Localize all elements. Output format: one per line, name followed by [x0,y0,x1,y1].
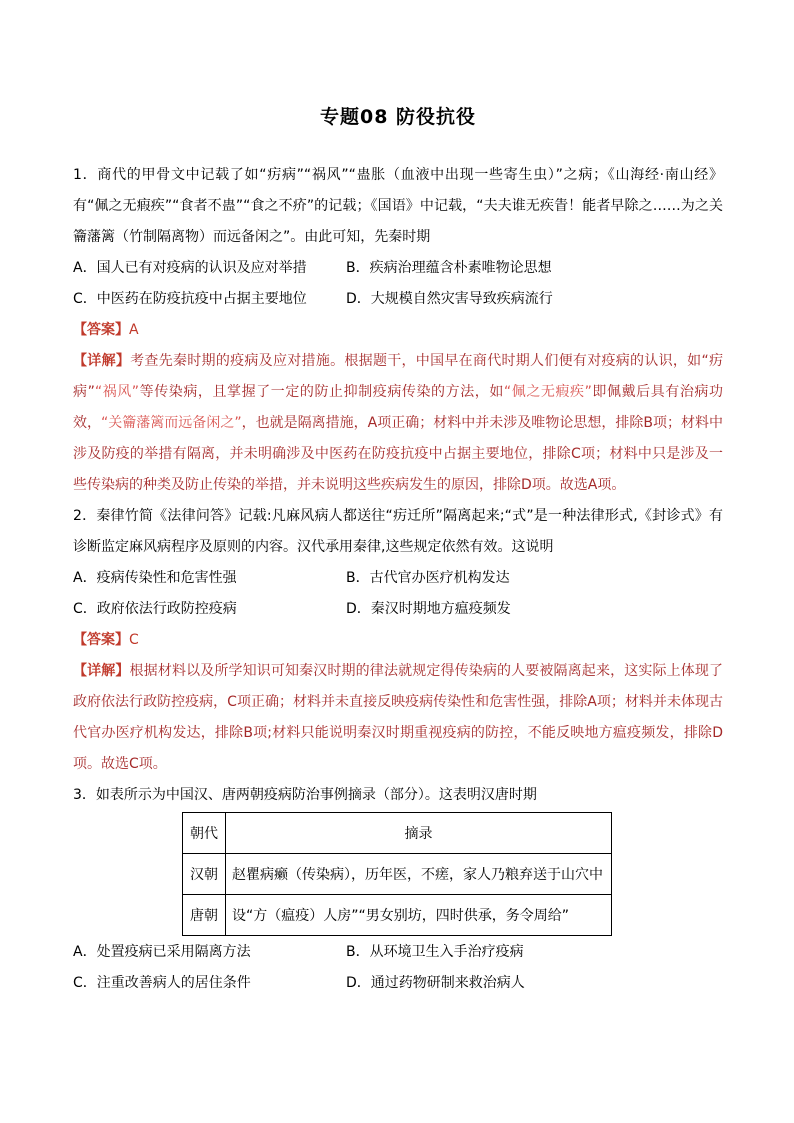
detail-text: 即佩戴后具有治病功效， [73,384,723,431]
q3-option-d[interactable]: D．通过药物研制来救治病人 [346,975,525,991]
table-cell-dynasty: 汉朝 [183,854,226,895]
answer-tag: 【答案】 [73,632,129,648]
q2-answer [73,625,723,656]
answer-tag: 【答案】 [73,322,129,338]
q2-option-b[interactable]: B．古代官办医疗机构发达 [346,570,510,586]
detail-highlight: “佩之无瘕疾” [503,384,592,400]
question-2-options [73,563,723,625]
question-3-options [73,937,723,999]
answer-value: A [129,322,139,338]
page-title: 专题08 防役抗役 [319,106,477,128]
q2-option-d[interactable]: D．秦汉时期地方瘟疫频发 [346,601,511,617]
question-2-text: 2．秦律竹简《法律问答》记载:凡麻风病人都送往“疠迁所”隔离起来;“式”是一种法律形式,《封诊式》有诊断监定麻风病程序及原则的内容。汉代承用秦律,这些规定依然有效。这说明 [73,508,723,555]
detail-text: 等传染病，且掌握了一定的防止抑制疫病传染的方法，如 [139,384,504,400]
table-header-row [183,813,612,854]
q2-option-a[interactable]: A．疫病传染性和危害性强 [73,570,237,586]
detail-text: 根据材料以及所学知识可知秦汉时期的律法就规定得传染病的人要被隔离起来，这实际上体现了政府依法行政防控疫病，C项正确；材料并未直接反映疫病传染性和危害性强，排除A项；材料并未体现古代官办医疗机构发达，排除B项;材料只能说明秦汉时期重视疫病的防控，不能反映地方瘟疫频发，排除D项。故选C项。 [73,663,724,772]
answer-value: C [129,632,139,648]
q2-detail [73,656,723,780]
detail-text: 考查先秦时期的疫病及应对措施。根据题干，中国早在商代时期人们便有对疫病的认识，如“疠病” [73,353,723,400]
q1-option-c[interactable]: C．中医药在防疫抗疫中占据主要地位 [73,291,307,307]
table-header-excerpt: 摘录 [226,813,612,854]
detail-text: ，也就是隔离措施，A项正确；材料中并未涉及唯物论思想，排除B项；材料中涉及防疫的举措有隔离，并未明确涉及中医药在防疫抗疫中占据主要地位，排除C项；材料中只是涉及一些传染病的种类及防止传染的举措，并未说明这些疾病发生的原因，排除D项。故选A项。 [73,415,723,493]
q1-option-a[interactable]: A．国人已有对疫病的认识及应对举措 [73,260,307,276]
table-cell-excerpt: 设“方（瘟疫）人房”“男女别坊，四时供承，务令周给” [226,895,612,936]
q2-option-c[interactable]: C．政府依法行政防控疫病 [73,601,237,617]
q1-answer [73,315,723,346]
detail-highlight: “关籥藩篱而远备闲之” [101,415,242,431]
q3-option-b[interactable]: B．从环境卫生入手治疗疫病 [346,944,524,960]
table-cell-dynasty: 唐朝 [183,895,226,936]
q3-option-a[interactable]: A．处置疫病已采用隔离方法 [73,944,251,960]
table-header-dynasty: 朝代 [183,813,226,854]
question-3-text: 3．如表所示为中国汉、唐两朝疫病防治事例摘录（部分）。这表明汉唐时期 [73,787,537,803]
q1-option-d[interactable]: D．大规模自然灾害导致疾病流行 [346,291,553,307]
q3-option-c[interactable]: C．注重改善病人的居住条件 [73,975,251,991]
table-cell-excerpt: 赵瞿病癞（传染病），历年医，不瘥，家人乃粮弃送于山穴中 [226,854,612,895]
excerpt-table [182,812,612,936]
detail-tag: 【详解】 [73,663,130,679]
table-row [183,895,612,936]
detail-tag: 【详解】 [73,353,131,369]
q1-option-b[interactable]: B．疾病治理蕴含朴素唯物论思想 [346,260,552,276]
q1-detail [73,346,723,501]
table-row [183,854,612,895]
question-1-options [73,253,723,315]
question-1-text: 1．商代的甲骨文中记载了如“疠病”“祸风”“蛊胀（血液中出现一些寄生虫）”之病；《山海经·南山经》有“佩之无瘕疾”“食者不蛊”“食之不疥”的记载；《国语》中记载，“夫夫谁无疾眚！能者早除之……为之关籥藩篱（竹制隔离物）而远备闲之”。由此可知，先秦时期 [73,167,723,245]
detail-highlight: “祸风” [94,384,140,400]
